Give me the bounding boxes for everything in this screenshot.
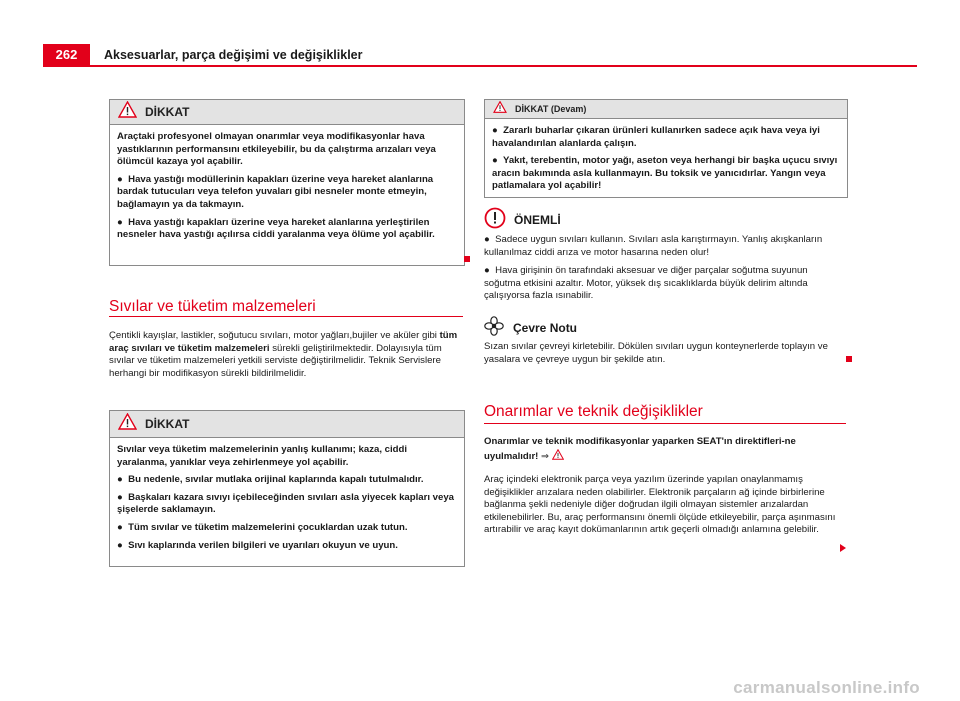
warning-bullet: ● Başkaları kazara sıvıyı içebileceğinden sıvıları asla yiyecek kapları veya şişelerde saklamayın.: [117, 491, 455, 516]
warning-triangle-icon: [118, 413, 137, 435]
environment-text: Sızan sıvılar çevreyi kirletebilir. Dökülen sıvıları uygun konteynerlerde toplayın ve yasalara ve çevreye uygun bir şekilde atın.: [484, 341, 828, 365]
warning-bullet: ● Yakıt, terebentin, motor yağı, aseton veya herhangi bir başka uçucu sıvıyı aracın bakımında asla kullanmayın. Bu toksik ve yanıcıdırlar. Yangın veya patlamalara yol açabilir!: [492, 155, 838, 192]
environment-title: Çevre Notu: [513, 320, 578, 335]
end-marker: [846, 356, 852, 362]
page-number: 262: [43, 44, 90, 66]
watermark: carmanualsonline.info: [733, 678, 920, 697]
warning-bullet: ● Sıvı kaplarında verilen bilgileri ve uyarıları okuyun ve uyun.: [117, 539, 398, 551]
section-title-fluids: Sıvılar ve tüketim malzemeleri: [109, 298, 316, 315]
warning-bullet: ● Bu nedenle, sıvılar mutlaka orijinal kaplarında kapalı tutulmalıdır.: [117, 474, 424, 486]
warning-title: DİKKAT: [145, 417, 190, 431]
environment-flower-icon: [484, 316, 504, 339]
warning-box-1: [109, 99, 465, 266]
repairs-bold-text: Onarımlar ve teknik modifikasyonlar yaparken SEAT'ın direktifleri-ne uyulmalıdır! ⇒: [484, 436, 796, 462]
warning-bullet: ● Hava yastığı modüllerinin kapakları üzerine veya hareket alanlarına bardak tutucuları veya telefon yuvaları gibi nesneler monte etmeyin, bağlamayın ya da takmayın.: [117, 173, 434, 210]
warning-intro: Sıvılar veya tüketim malzemelerinin yanlış kullanımı; kaza, ciddi yaralanma, yanıklar veya zehirlenmeye yol açabilir.: [117, 444, 408, 468]
section-rule: [484, 423, 846, 424]
warning-triangle-icon: [493, 100, 507, 118]
reference-arrow[interactable]: ⇒: [541, 450, 550, 462]
warning-box-2: [109, 410, 465, 567]
warning-reference-icon[interactable]: [552, 449, 564, 460]
warning-title: DİKKAT (Devam): [515, 104, 587, 114]
important-bullet: ● Sadece uygun sıvıları kullanın. Sıvıları asla karıştırmayın. Yanlış akışkanların kullanılmaz ciddi arıza ve motor hasarına neden olur!: [484, 234, 823, 258]
important-heading: [484, 207, 561, 232]
section-title-repairs: Onarımlar ve teknik değişiklikler: [484, 403, 703, 420]
warning-box-continued: [484, 99, 848, 198]
continue-arrow-icon: [840, 544, 846, 552]
section-rule: [109, 316, 463, 317]
warning-bullet: ● Tüm sıvılar ve tüketim malzemelerini çocuklardan uzak tutun.: [117, 521, 408, 533]
important-bullet: ● Hava girişinin ön tarafındaki aksesuar ve diğer parçalar soğutma suyunun soğutma etkisini azaltır. Motor, yüksek dış sıcaklıklarda büyük delirim altında çalışıyorsa fazla ısınabilir.: [484, 265, 808, 302]
important-icon: [484, 207, 506, 232]
warning-triangle-icon: [118, 101, 137, 123]
repairs-paragraph: Araç içindeki elektronik parça veya yazılım üzerinde yapılan onaylanmamış değişiklikler arızalara neden olabilirler. Elektronik parçaların ağ içinde birbirlerine bağlanma şekli nedeniyle diğer doğrudan ilgili olmayan sistemler arızalardan etkilenebilirler. Bu, araç performansını önemli ölçüde etkileyebilir, parça aşınmasını artırabilir ve araç kayıt dokümanlarının artık geçerli olmadığı anlamına gelebilir.: [484, 474, 836, 536]
important-text: [484, 234, 846, 309]
warning-bullet: ● Zararlı buharlar çıkaran ürünleri kullanırken sadece açık hava veya iyi havalandırılan alanlarda çalışın.: [492, 125, 820, 149]
page-header-title: Aksesuarlar, parça değişimi ve değişiklikler: [104, 48, 363, 62]
important-title: ÖNEMLİ: [514, 212, 561, 227]
warning-header: [110, 411, 464, 438]
fluids-paragraph: Çentikli kayışlar, lastikler, soğutucu sıvıları, motor yağları,bujiler ve aküler gibi tüm araç sıvıları ve tüketim malzemeleri sürekli geliştirilmektedir. Dolayısıyla tüm sıvılar ve tüketim malzemeleri yetkili serviste değiştirilmelidir. Teknik Servislere herhangi bir modifikasyon sürekli bildirilmelidir.: [109, 330, 458, 379]
warning-title: DİKKAT: [145, 105, 190, 119]
warning-bullet: ● Hava yastığı kapakları üzerine veya hareket alanlarına yerleştirilen nesneler hava yastığı açılırsa ciddi yaralanma veya ölüme yol açabilir.: [117, 216, 435, 241]
warning-header: [110, 100, 464, 125]
environment-heading: [484, 316, 577, 339]
end-marker: [464, 256, 470, 262]
header-rule: [43, 65, 917, 67]
warning-intro: Araçtaki profesyonel olmayan onarımlar veya modifikasyonlar hava yastıklarının performansını etkileyebilir, bu da çalıştırma arızaları veya ölümcül kazaya yol açabilir.: [117, 131, 436, 168]
warning-header: [485, 100, 847, 119]
